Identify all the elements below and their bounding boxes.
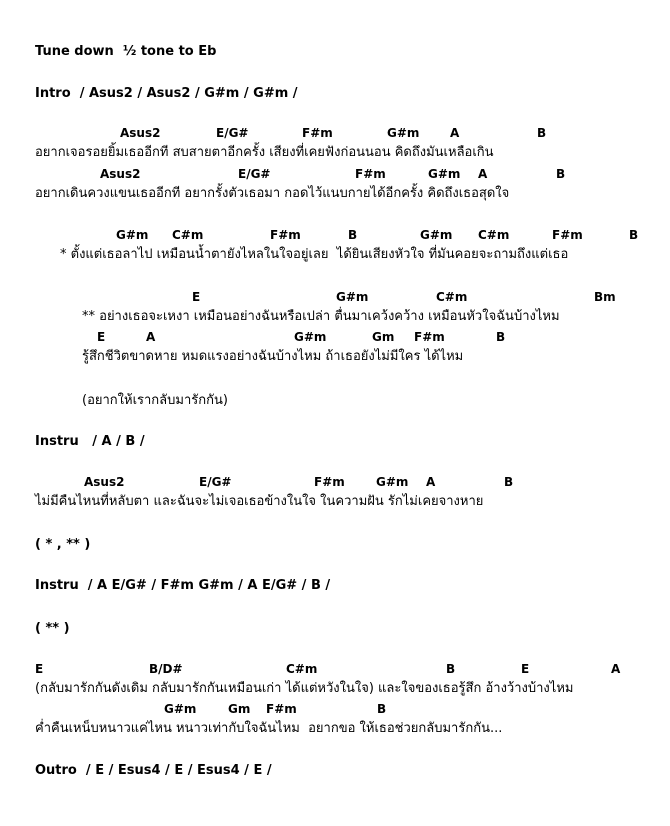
instru-line: Instru / A / B /: [35, 434, 145, 449]
chord: Asus2: [84, 475, 125, 489]
chord: G#m: [294, 330, 327, 344]
chord: F#m: [314, 475, 345, 489]
lyric-line: รู้สึกชีวิตขาดหาย หมดแรงอย่างฉันบ้างไหม ถ้าเธอยังไม่มีใคร ได้ไหม: [82, 349, 464, 364]
lyric-line: ค่ำคืนเหน็บหนาวแค่ไหน หนาวเท่ากับใจฉันไหม อยากขอ ให้เธอช่วยกลับมารักกัน...: [35, 721, 503, 736]
chord: F#m: [302, 126, 333, 140]
chord: E: [97, 330, 106, 344]
chord: G#m: [376, 475, 409, 489]
chord: G#m: [428, 167, 461, 181]
chord: B: [377, 702, 387, 716]
tuning-note: Tune down ½ tone to Eb: [35, 44, 217, 59]
chord: C#m: [478, 228, 510, 242]
lyric-line: อยากเดินควงแขนเธออีกที อยากรั้งตัวเธอมา กอดไว้แนบกายได้อีกครั้ง คิดถึงเธอสุดใจ: [35, 186, 510, 201]
lyric-line: ไม่มีคืนไหนที่หลับตา และฉันจะไม่เจอเธอข้างในใจ ในความฝัน รักไม่เคยจางหาย: [35, 494, 484, 509]
chord: Bm: [594, 290, 616, 304]
chord: B/D#: [149, 662, 183, 676]
lyric-line: ** อย่างเธอจะเหงา เหมือนอย่างฉันหรือเปล่า ตื่นมาเคว้งคว้าง เหมือนหัวใจฉันบ้างไหม: [82, 309, 560, 324]
chord: B: [537, 126, 547, 140]
chord: A: [146, 330, 156, 344]
chord: G#m: [336, 290, 369, 304]
intro-line: Intro / Asus2 / Asus2 / G#m / G#m /: [35, 86, 298, 101]
chord: Gm: [228, 702, 251, 716]
chord: Asus2: [120, 126, 161, 140]
lyric-line: อยากเจอรอยยิ้มเธออีกที สบสายตาอีกครั้ง เสียงที่เคยฟังก่อนนอน คิดถึงมันเหลือเกิน: [35, 145, 494, 160]
chord: E/G#: [199, 475, 232, 489]
chord: G#m: [164, 702, 197, 716]
chord: G#m: [420, 228, 453, 242]
chord: B: [556, 167, 566, 181]
repeat-marker: ( ** ): [35, 621, 70, 636]
chord: Gm: [372, 330, 395, 344]
chord: F#m: [552, 228, 583, 242]
chord: C#m: [436, 290, 468, 304]
chord: F#m: [355, 167, 386, 181]
chord: B: [504, 475, 514, 489]
chord: A: [426, 475, 436, 489]
chord: E: [521, 662, 530, 676]
chord: F#m: [414, 330, 445, 344]
chord: G#m: [116, 228, 149, 242]
lyric-line: (กลับมารักกันดังเดิม กลับมารักกันเหมือนเก่า ได้แต่หวังในใจ) และใจของเธอรู้สึก อ้างว้างบ้างไหม: [35, 681, 574, 696]
chord: C#m: [172, 228, 204, 242]
chord: B: [496, 330, 506, 344]
repeat-marker: ( * , ** ): [35, 537, 91, 552]
chord: B: [348, 228, 358, 242]
outro-line: Outro / E / Esus4 / E / Esus4 / E /: [35, 763, 272, 778]
chord: E/G#: [216, 126, 249, 140]
chord: E: [35, 662, 44, 676]
instru-line: Instru / A E/G# / F#m G#m / A E/G# / B /: [35, 578, 331, 593]
chord: F#m: [266, 702, 297, 716]
chord: Asus2: [100, 167, 141, 181]
chord: F#m: [270, 228, 301, 242]
chord: G#m: [387, 126, 420, 140]
chord: C#m: [286, 662, 318, 676]
chord: B: [446, 662, 456, 676]
chord: E: [192, 290, 201, 304]
chord: B: [629, 228, 639, 242]
chord: A: [478, 167, 488, 181]
chorus-tag: (อยากให้เรากลับมารักกัน): [82, 393, 228, 408]
chord: A: [450, 126, 460, 140]
chord: A: [611, 662, 621, 676]
chord: E/G#: [238, 167, 271, 181]
lyric-line: * ตั้งแต่เธอลาไป เหมือนน้ำตายังไหลในใจอยู่เลย ได้ยินเสียงหัวใจ ที่มันคอยจะถามถึงแต่เธอ: [60, 247, 569, 262]
